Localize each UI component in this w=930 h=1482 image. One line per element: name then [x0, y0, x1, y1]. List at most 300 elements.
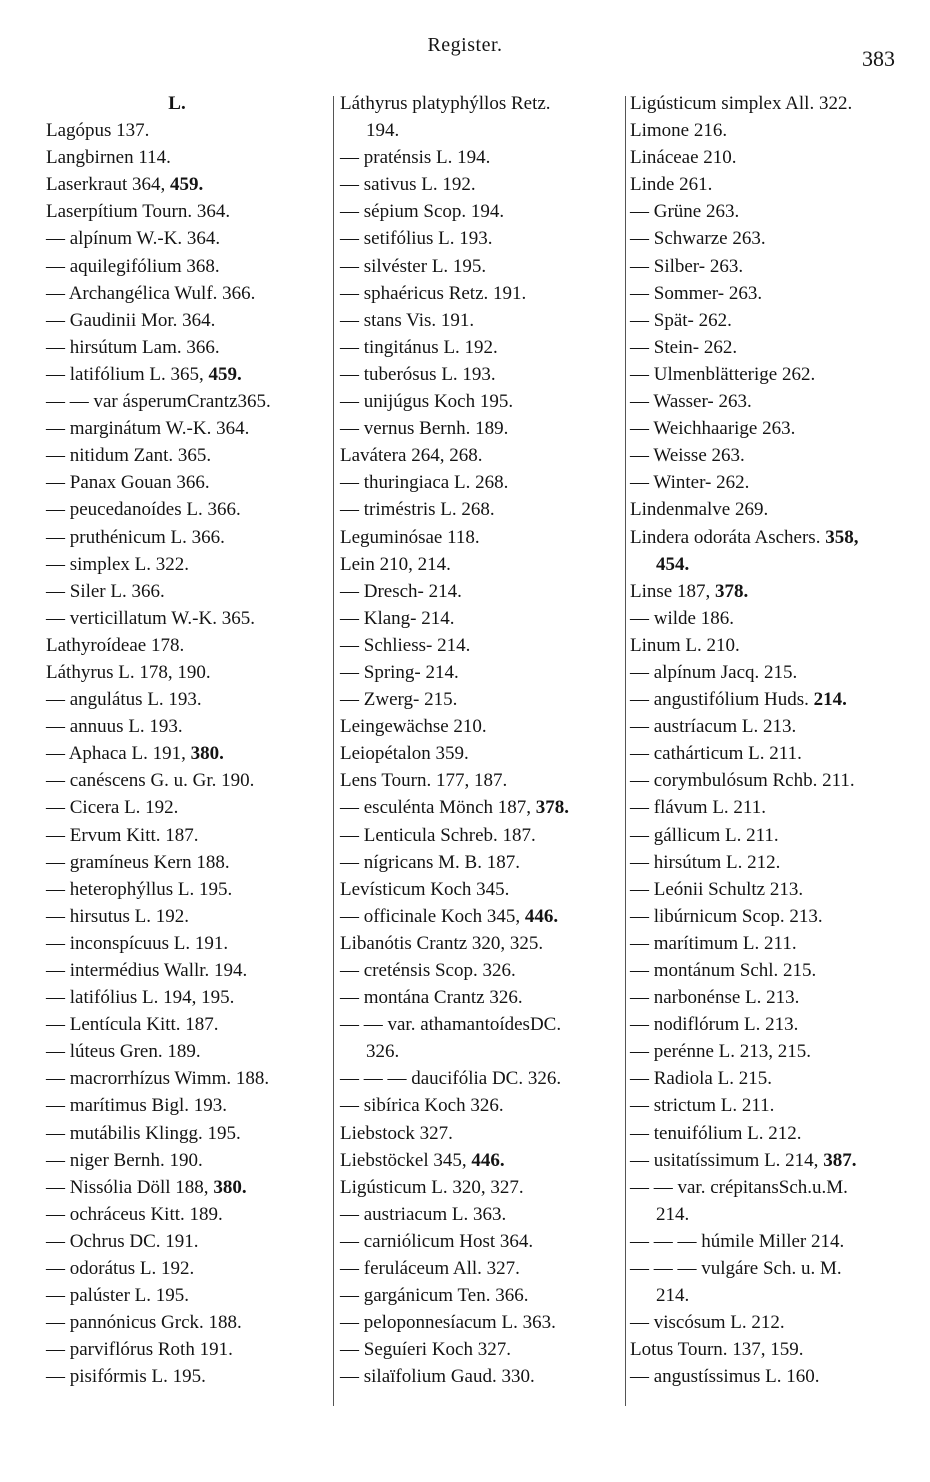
entry-text: 214. — [656, 1285, 690, 1307]
index-entry — [46, 822, 328, 849]
entry-text: — stans Vis. 191. — [340, 309, 475, 331]
entry-text: — ochráceus Kitt. 189. — [46, 1203, 223, 1225]
entry-text: — flávum L. 211. — [630, 797, 766, 819]
entry-text: — latifólius L. 194, 195. — [46, 987, 235, 1009]
entry-text: — angulátus L. 193. — [46, 689, 202, 711]
entry-text: — Aphaca L. 191, — [46, 743, 191, 765]
entry-text: — Weichhaarige 263. — [630, 418, 796, 440]
entry-text: Linse 187, — [630, 580, 715, 602]
index-column-2 — [340, 90, 624, 1391]
entry-text: — Leónii Schultz 213. — [630, 878, 804, 900]
entry-text: Ligústicum simplex All. 322. — [630, 93, 853, 114]
index-entry — [46, 1038, 328, 1065]
index-entry — [630, 632, 920, 659]
index-entry — [46, 632, 328, 659]
entry-text: — alpínum Jacq. 215. — [630, 661, 798, 683]
index-entry — [340, 605, 624, 632]
index-entry — [46, 442, 328, 469]
entry-text: Liebstock 327. — [340, 1122, 453, 1144]
index-entry — [630, 984, 920, 1011]
entry-text: — Archangélica Wulf. 366. — [46, 282, 256, 304]
index-entry — [46, 1065, 328, 1092]
index-entry — [46, 876, 328, 903]
index-entry — [630, 117, 920, 144]
page-number: 383 — [862, 46, 895, 71]
entry-text: — heterophýllus L. 195. — [46, 878, 233, 900]
index-entry — [46, 469, 328, 496]
entry-text: — Panax Gouan 366. — [46, 472, 210, 494]
index-entry — [340, 117, 624, 144]
entry-text: — nígricans M. B. 187. — [340, 851, 520, 873]
column-divider — [625, 96, 626, 1406]
index-entry — [630, 1120, 920, 1147]
entry-text: Linum L. 210. — [630, 634, 740, 656]
index-entry — [340, 822, 624, 849]
entry-text: — unijúgus Koch 195. — [340, 391, 514, 413]
entry-text: — Lenticula Schreb. 187. — [340, 824, 536, 846]
column-divider — [333, 96, 334, 1406]
entry-text: — usitatíssimum L. 214, — [630, 1149, 824, 1171]
entry-text: Lathyroídeae 178. — [46, 634, 185, 656]
index-entry — [340, 1120, 624, 1147]
index-entry — [340, 632, 624, 659]
entry-text: — hirsútum L. 212. — [630, 851, 781, 873]
entry-text: — — — vulgáre Sch. u. M. — [630, 1258, 842, 1280]
index-entry — [340, 1038, 624, 1065]
entry-text: — lúteus Gren. 189. — [46, 1041, 201, 1063]
index-entry — [340, 253, 624, 280]
index-entry — [46, 1228, 328, 1255]
entry-text: — mutábilis Klingg. 195. — [46, 1122, 241, 1144]
entry-text: — canéscens G. u. Gr. 190. — [46, 770, 255, 792]
entry-text: — cathárticum L. 211. — [630, 743, 802, 765]
entry-text: — — — húmile Miller 214. — [630, 1230, 845, 1252]
index-entry — [630, 686, 920, 713]
index-entry — [630, 822, 920, 849]
entry-text: Ligústicum L. 320, 327. — [340, 1176, 524, 1198]
index-entry — [46, 388, 328, 415]
entry-page-bold: 380. — [190, 743, 224, 765]
index-entry — [340, 307, 624, 334]
entry-text: — silaïfolium Gaud. 330. — [340, 1366, 535, 1388]
index-entry — [630, 415, 920, 442]
index-entry — [630, 361, 920, 388]
index-entry — [340, 876, 624, 903]
index-entry — [630, 740, 920, 767]
index-entry — [630, 442, 920, 469]
index-entry — [46, 686, 328, 713]
index-entry — [630, 1363, 920, 1390]
entry-text: 194. — [366, 120, 400, 142]
entry-text: — triméstris L. 268. — [340, 499, 495, 521]
index-entry — [340, 198, 624, 225]
entry-text: — esculénta Mönch 187, — [340, 797, 536, 819]
entry-text: — verticillatum W.-K. 365. — [46, 607, 255, 629]
entry-text: — Radiola L. 215. — [630, 1068, 772, 1090]
entry-text: — Siler L. 366. — [46, 580, 165, 602]
index-entry — [340, 957, 624, 984]
index-entry — [340, 280, 624, 307]
index-entry — [340, 1174, 624, 1201]
index-entry — [340, 90, 624, 117]
index-entry — [630, 1228, 920, 1255]
index-entry — [630, 1309, 920, 1336]
entry-text: — peucedanoídes L. 366. — [46, 499, 241, 521]
entry-text: — sépium Scop. 194. — [340, 201, 505, 223]
entry-text: — — var. crépitansSch.u.M. — [630, 1176, 848, 1198]
index-entry — [630, 1255, 920, 1282]
entry-text: — vernus Bernh. 189. — [340, 418, 509, 440]
entry-text: — Ervum Kitt. 187. — [46, 824, 199, 846]
entry-page-bold: 358, — [825, 526, 859, 548]
index-entry — [340, 1201, 624, 1228]
index-entry — [340, 794, 624, 821]
entry-text: — marítimus Bigl. 193. — [46, 1095, 228, 1117]
entry-text: — hirsutus L. 192. — [46, 905, 190, 927]
index-entry — [46, 307, 328, 334]
index-entry — [340, 686, 624, 713]
entry-text: — sphaéricus Retz. 191. — [340, 282, 527, 304]
entry-text: — montánum Schl. 215. — [630, 960, 817, 981]
index-entry — [340, 903, 624, 930]
entry-text: 214. — [656, 1203, 690, 1225]
entry-page-bold: 446. — [524, 905, 559, 927]
index-entry — [46, 361, 328, 388]
entry-text: — Schwarze 263. — [630, 228, 766, 250]
index-entry — [46, 1282, 328, 1309]
entry-text: — nodiflórum L. 213. — [630, 1014, 799, 1036]
entry-text: — praténsis L. 194. — [340, 147, 491, 169]
index-entry — [340, 1147, 624, 1174]
index-entry — [46, 117, 328, 144]
entry-text: — aquilegifólium 368. — [46, 255, 220, 277]
entry-text: — Nissólia Döll 188, — [46, 1176, 214, 1198]
entry-text: Lindera odoráta Aschers. — [630, 526, 826, 548]
entry-text: Lein 210, 214. — [340, 553, 451, 575]
entry-text: — — — daucifólia DC. 326. — [340, 1068, 562, 1090]
index-entry — [46, 1120, 328, 1147]
index-entry — [340, 334, 624, 361]
entry-text: Leiopétalon 359. — [340, 743, 469, 765]
entry-text: — gargánicum Ten. 366. — [340, 1285, 529, 1307]
entry-text: — Silber- 263. — [630, 255, 744, 277]
entry-page-bold: 380. — [213, 1176, 247, 1198]
entry-text: — pisifórmis L. 195. — [46, 1366, 206, 1388]
entry-text: — odorátus L. 192. — [46, 1258, 195, 1280]
index-entry — [630, 659, 920, 686]
index-entry — [630, 1336, 920, 1363]
index-entry — [340, 496, 624, 523]
index-entry — [630, 849, 920, 876]
entry-text: Lindenmalve 269. — [630, 499, 769, 521]
index-column-1 — [46, 90, 328, 1391]
entry-page-bold: 378. — [714, 580, 749, 602]
entry-text: Lináceae 210. — [630, 147, 737, 169]
entry-text: Leguminósae 118. — [340, 526, 480, 548]
index-entry — [46, 524, 328, 551]
index-entry — [630, 307, 920, 334]
index-entry — [630, 280, 920, 307]
entry-text: — Gaudinii Mor. 364. — [46, 309, 216, 331]
index-entry — [340, 984, 624, 1011]
entry-text: Limone 216. — [630, 120, 728, 142]
entry-text: — Zwerg- 215. — [340, 689, 458, 711]
index-entry — [46, 930, 328, 957]
index-entry — [340, 144, 624, 171]
entry-text: — annuus L. 193. — [46, 716, 183, 738]
entry-text: — tuberósus L. 193. — [340, 363, 496, 385]
entry-text: — officinale Koch 345, — [340, 905, 525, 927]
index-entry — [340, 388, 624, 415]
index-entry — [630, 551, 920, 578]
entry-text: — marginátum W.-K. 364. — [46, 418, 250, 440]
entry-text: — Sommer- 263. — [630, 282, 763, 304]
index-entry — [630, 469, 920, 496]
entry-text: — pannónicus Grck. 188. — [46, 1312, 242, 1334]
index-entry — [46, 1336, 328, 1363]
index-entry — [46, 957, 328, 984]
index-entry — [46, 1147, 328, 1174]
index-entry — [46, 659, 328, 686]
index-entry — [46, 1092, 328, 1119]
entry-text: — sativus L. 192. — [340, 174, 476, 196]
entry-text: — corymbulósum Rchb. 211. — [630, 770, 855, 792]
entry-text: — narbonénse L. 213. — [630, 987, 800, 1009]
entry-text: — Spring- 214. — [340, 661, 459, 683]
entry-page-bold: 446. — [471, 1149, 505, 1171]
index-entry — [630, 171, 920, 198]
entry-text: — marítimum L. 211. — [630, 932, 797, 954]
index-entry — [46, 1309, 328, 1336]
entry-text: — tenuifólium L. 212. — [630, 1122, 802, 1144]
index-entry — [630, 605, 920, 632]
entry-text: — perénne L. 213, 215. — [630, 1041, 811, 1063]
index-entry — [630, 90, 920, 117]
index-entry — [340, 713, 624, 740]
index-entry — [630, 1011, 920, 1038]
index-entry — [340, 1336, 624, 1363]
entry-text: — latifólium L. 365, — [46, 363, 209, 385]
entry-text: Laserkraut 364, — [46, 174, 170, 196]
entry-text: Lotus Tourn. 137, 159. — [630, 1339, 804, 1361]
entry-text: — Stein- 262. — [630, 336, 738, 358]
entry-text: — Dresch- 214. — [340, 580, 462, 602]
index-entry — [340, 171, 624, 198]
entry-text: — angustíssimus L. 160. — [630, 1366, 820, 1388]
entry-text: — — var ásperumCrantz365. — [46, 391, 271, 413]
entry-text: — creténsis Scop. 326. — [340, 960, 516, 981]
index-entry — [46, 90, 328, 117]
entry-text: — intermédius Wallr. 194. — [46, 960, 248, 981]
entry-text: — — var. athamantoídesDC. — [340, 1014, 562, 1036]
entry-text: — libúrnicum Scop. 213. — [630, 905, 823, 927]
entry-text: Linde 261. — [630, 174, 713, 196]
entry-text: 326. — [366, 1041, 400, 1063]
entry-text: — palúster L. 195. — [46, 1285, 190, 1307]
entry-text: Láthyrus L. 178, 190. — [46, 661, 211, 683]
index-entry — [340, 1309, 624, 1336]
index-entry — [46, 794, 328, 821]
index-entry — [630, 1174, 920, 1201]
index-entry — [340, 930, 624, 957]
index-entry — [630, 1282, 920, 1309]
index-entry — [46, 334, 328, 361]
index-entry — [46, 225, 328, 252]
index-entry — [630, 524, 920, 551]
index-entry — [340, 1282, 624, 1309]
index-entry — [630, 334, 920, 361]
entry-text: — inconspícuus L. 191. — [46, 932, 229, 954]
index-entry — [340, 659, 624, 686]
entry-text: Liebstöckel 345, — [340, 1149, 472, 1171]
entry-page-bold: 459. — [208, 363, 242, 385]
index-entry — [46, 713, 328, 740]
index-entry — [46, 903, 328, 930]
entry-text: — Spät- 262. — [630, 309, 732, 331]
index-entry — [46, 740, 328, 767]
entry-page-bold: 454. — [656, 553, 690, 575]
entry-text: — angustifólium Huds. — [630, 689, 814, 711]
entry-text: — peloponnesíacum L. 363. — [340, 1312, 556, 1334]
entry-text: Lens Tourn. 177, 187. — [340, 770, 508, 792]
running-header: Register. — [427, 34, 503, 56]
entry-text: — pruthénicum L. 366. — [46, 526, 225, 548]
index-entry — [46, 1174, 328, 1201]
index-entry — [630, 957, 920, 984]
entry-text: Lagópus 137. — [46, 120, 150, 142]
index-entry — [340, 1228, 624, 1255]
entry-text: — nitidum Zant. 365. — [46, 445, 212, 467]
index-entry — [630, 198, 920, 225]
index-entry — [630, 876, 920, 903]
index-entry — [630, 225, 920, 252]
index-entry — [46, 280, 328, 307]
index-entry — [46, 1255, 328, 1282]
index-entry — [340, 578, 624, 605]
index-entry — [340, 415, 624, 442]
entry-text: Levísticum Koch 345. — [340, 878, 510, 900]
entry-text: — montána Crantz 326. — [340, 987, 523, 1009]
index-entry — [340, 442, 624, 469]
index-entry — [630, 713, 920, 740]
entry-text: — Lentícula Kitt. 187. — [46, 1014, 219, 1036]
index-entry — [46, 496, 328, 523]
index-entry — [340, 1363, 624, 1390]
index-entry — [630, 1147, 920, 1174]
index-entry — [46, 605, 328, 632]
entry-page-bold: 378. — [535, 797, 570, 819]
entry-text: — gramíneus Kern 188. — [46, 851, 230, 873]
entry-text: — Klang- 214. — [340, 607, 455, 629]
entry-text: — Ochrus DC. 191. — [46, 1230, 199, 1252]
entry-text: Langbirnen 114. — [46, 147, 171, 169]
entry-text: — silvéster L. 195. — [340, 255, 487, 277]
entry-text: — alpínum W.-K. 364. — [46, 228, 221, 250]
entry-text: — Schliess- 214. — [340, 634, 471, 656]
entry-text: — sibírica Koch 326. — [340, 1095, 504, 1117]
entry-text: Libanótis Crantz 320, 325. — [340, 932, 544, 954]
entry-text: Lavátera 264, 268. — [340, 445, 483, 467]
index-entry — [630, 1065, 920, 1092]
index-entry — [340, 225, 624, 252]
index-entry — [340, 1065, 624, 1092]
entry-text: — Seguíeri Koch 327. — [340, 1339, 511, 1361]
index-entry — [630, 1038, 920, 1065]
index-entry — [340, 1092, 624, 1119]
entry-page-bold: 387. — [823, 1149, 857, 1171]
index-entry — [46, 415, 328, 442]
index-entry — [630, 1092, 920, 1119]
entry-text: Leingewächse 210. — [340, 716, 487, 738]
index-entry — [340, 469, 624, 496]
entry-text: — Weisse 263. — [630, 445, 745, 467]
entry-text: — Winter- 262. — [630, 472, 750, 494]
index-entry — [46, 253, 328, 280]
index-entry — [630, 496, 920, 523]
index-entry — [46, 198, 328, 225]
entry-text: — macrorrhízus Wimm. 188. — [46, 1068, 270, 1090]
entry-text: — gállicum L. 211. — [630, 824, 779, 846]
entry-text: — austríacum L. 213. — [630, 716, 797, 738]
entry-text: Láthyrus platyphýllos Retz. — [340, 93, 551, 114]
entry-text: — Wasser- 263. — [630, 391, 752, 413]
entry-text: — Grüne 263. — [630, 201, 740, 223]
index-entry — [340, 1255, 624, 1282]
entry-text: — carniólicum Host 364. — [340, 1230, 534, 1252]
entry-text: — viscósum L. 212. — [630, 1312, 785, 1334]
index-entry — [340, 740, 624, 767]
entry-text: — feruláceum All. 327. — [340, 1258, 520, 1280]
entry-text: — wilde 186. — [630, 607, 734, 629]
index-entry — [630, 144, 920, 171]
entry-text: — Cicera L. 192. — [46, 797, 179, 819]
entry-text: — tingitánus L. 192. — [340, 336, 498, 358]
index-entry — [46, 767, 328, 794]
entry-text: — parviflórus Roth 191. — [46, 1339, 233, 1361]
index-entry — [340, 361, 624, 388]
entry-text: — Ulmenblätterige 262. — [630, 363, 816, 385]
index-entry — [46, 1011, 328, 1038]
entry-text: — strictum L. 211. — [630, 1095, 775, 1117]
index-entry — [630, 253, 920, 280]
index-entry — [340, 1011, 624, 1038]
index-entry — [630, 794, 920, 821]
index-column-3 — [630, 90, 920, 1391]
entry-text: L. — [168, 93, 186, 114]
index-entry — [46, 144, 328, 171]
entry-text: — setifólius L. 193. — [340, 228, 493, 250]
index-entry — [630, 1201, 920, 1228]
index-entry — [340, 524, 624, 551]
entry-text: — austriacum L. 363. — [340, 1203, 507, 1225]
index-entry — [340, 849, 624, 876]
entry-text: — thuringiaca L. 268. — [340, 472, 509, 494]
index-entry — [630, 578, 920, 605]
index-entry — [46, 849, 328, 876]
entry-text: — niger Bernh. 190. — [46, 1149, 203, 1171]
index-entry — [630, 767, 920, 794]
index-entry — [46, 551, 328, 578]
index-entry — [46, 578, 328, 605]
index-entry — [46, 984, 328, 1011]
index-entry — [46, 1201, 328, 1228]
index-entry — [630, 930, 920, 957]
index-entry — [340, 767, 624, 794]
entry-text: — simplex L. 322. — [46, 553, 190, 575]
index-entry — [46, 1363, 328, 1390]
entry-page-bold: 214. — [813, 689, 847, 711]
index-entry — [340, 551, 624, 578]
